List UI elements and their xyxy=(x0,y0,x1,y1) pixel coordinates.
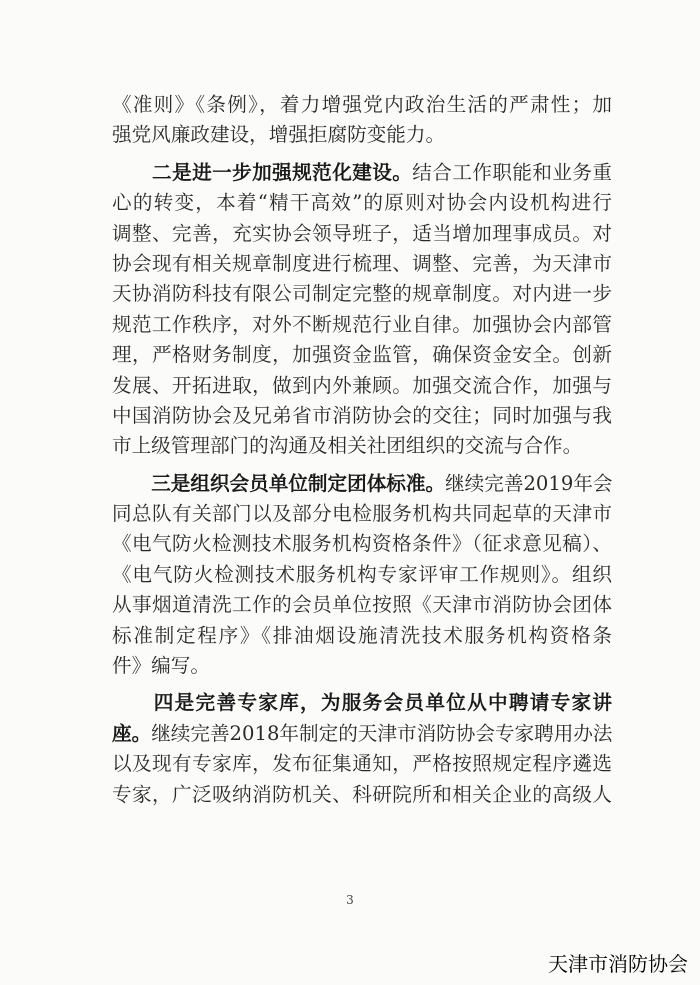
p3-line-1-rest: 继续完善2019年会 xyxy=(445,471,613,495)
p4-line-3: 以及现有专家库，发布征集通知，严格按照规定程序遴选 xyxy=(112,752,612,776)
p3-line-5: 从事烟道清洗工作的会员单位按照《天津市消防协会团体 xyxy=(112,593,612,617)
paragraph-gap xyxy=(112,151,612,158)
paragraph-gap xyxy=(112,462,612,469)
p3-line-3: 《电气防火检测技术服务机构资格条件》（征求意见稿）、 xyxy=(112,532,612,556)
p2-line-1-rest: 结合工作职能和业务重 xyxy=(412,160,613,184)
paragraph-gap xyxy=(112,681,612,688)
p2-line-2: 心的转变，本着“精干高效”的原则对协会内设机构进行 xyxy=(112,191,612,215)
p1-line-2: 强党风廉政建设，增强拒腐防变能力。 xyxy=(112,123,446,147)
p2-line-10: 市上级管理部门的沟通及相关社团组织的交流与合作。 xyxy=(112,434,583,458)
p2-line-4: 协会现有相关规章制度进行梳理、调整、完善，为天津市 xyxy=(112,251,612,275)
page-number: 3 xyxy=(346,893,354,907)
p3-heading: 三是组织会员单位制定团体标准。 xyxy=(151,471,446,495)
p4-heading-line-2: 座。 xyxy=(112,721,152,745)
p4-line-1 xyxy=(112,688,612,718)
p2-line-3: 调整、完善，充实协会领导班子，适当增加理事成员。对 xyxy=(112,221,612,245)
document-body xyxy=(112,90,612,810)
p3-line-1 xyxy=(112,469,612,499)
watermark: 天津市消防协会 xyxy=(548,952,688,976)
p2-line-1 xyxy=(112,158,612,188)
p3-line-4: 《电气防火检测技术服务机构专家评审工作规则》。组织 xyxy=(112,562,612,586)
p2-line-8: 发展、开拓进取，做到内外兼顾。加强交流合作，加强与 xyxy=(112,373,612,397)
p4-line-2-rest: 继续完善2018年制定的天津市消防协会专家聘用办法 xyxy=(151,721,613,745)
p4-line-2 xyxy=(112,719,612,749)
p1-line-1: 《准则》《条例》，着力增强党内政治生活的严肃性；加 xyxy=(112,93,612,116)
p2-line-6: 规范工作秩序，对外不断规范行业自律。加强协会内部管 xyxy=(112,312,612,336)
p2-line-7: 理，严格财务制度，加强资金监管，确保资金安全。创新 xyxy=(112,343,612,367)
p4-line-4: 专家，广泛吸纳消防机关、科研院所和相关企业的高级人 xyxy=(112,782,612,806)
p4-heading-line-1: 四是完善专家库，为服务会员单位从中聘请专家讲 xyxy=(153,691,613,715)
p3-line-2: 同总队有关部门以及部分电检服务机构共同起草的天津市 xyxy=(112,502,612,526)
p2-line-9: 中国消防协会及兄弟省市消防协会的交往；同时加强与我 xyxy=(112,403,612,427)
p3-line-6: 标准制定程序》《排油烟设施清洗技术服务机构资格条 xyxy=(112,623,612,647)
p2-line-5: 天协消防科技有限公司制定完整的规章制度。对内进一步 xyxy=(112,282,612,306)
p3-line-7: 件》编写。 xyxy=(112,654,210,678)
p2-heading: 二是进一步加强规范化建设。 xyxy=(152,160,413,184)
